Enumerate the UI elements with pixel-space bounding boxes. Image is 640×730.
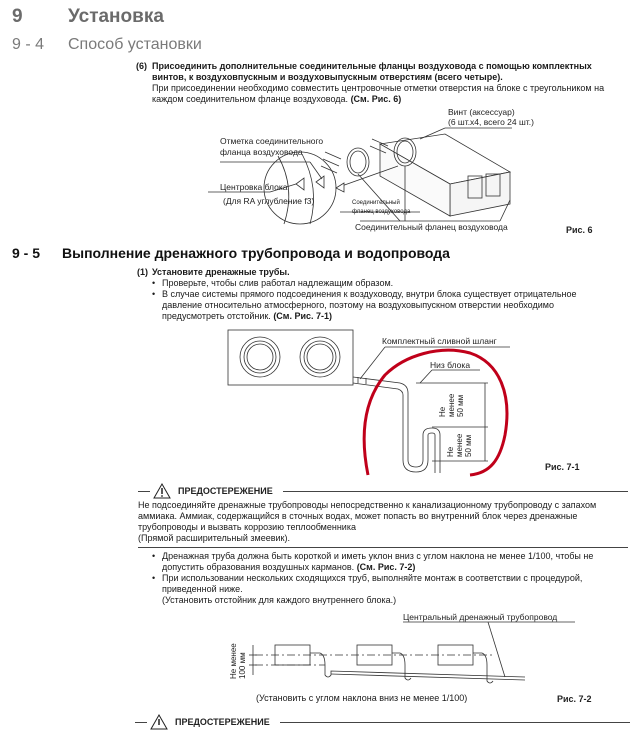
- label-center-2: (Для RA углубление f3): [223, 196, 315, 206]
- figure-7-1: [220, 325, 520, 480]
- label-flange: Соединительный фланец воздуховода: [355, 222, 508, 232]
- figure-7-1-caption: Рис. 7-1: [545, 462, 580, 472]
- step1-title: Установите дренажные трубы.: [152, 267, 290, 277]
- figure-7-2-caption: Рис. 7-2: [557, 694, 592, 704]
- dimension-100mm: Не менее 100 мм: [229, 643, 247, 679]
- slope-note: (Установить с углом наклона вниз не менее 1/100): [256, 693, 468, 703]
- figure-7-2: [225, 612, 625, 695]
- drain-bullets: [150, 551, 620, 606]
- section-title: Способ установки: [68, 36, 202, 53]
- bullet-ref: (См. Рис. 7-1): [273, 311, 333, 321]
- warning-triangle-icon: [150, 714, 168, 730]
- chapter-number: 9: [12, 6, 23, 27]
- label-drain-hose: Комплектный сливной шланг: [382, 336, 497, 346]
- label-screw-1: Винт (аксессуар): [448, 107, 515, 117]
- warning-triangle-icon: [153, 483, 171, 499]
- caution-header: [138, 483, 628, 499]
- bullet-item: • Дренажная труба должна быть короткой и иметь уклон вниз с углом наклона не менее 1/100, чтобы не допустить образования воздушных карманов. (См. Рис. 7-2): [150, 551, 620, 573]
- bullet-item: • При использовании нескольких сходящихся труб, выполняйте монтаж в соответствии с процедурой, приведенной ниже. (Установить отстойник для каждого внутреннего блока.): [150, 573, 620, 606]
- bullet-item: • Проверьте, чтобы слив работал надлежащим образом.: [150, 278, 610, 289]
- label-flange-small-2: фланец воздуховода: [352, 209, 411, 215]
- step6-ref: (См. Рис. 6): [350, 94, 402, 104]
- label-mark-2: фланца воздуховода: [220, 147, 303, 157]
- step6-title-line1: Присоединить дополнительные соединительные фланцы воздуховода с помощью комплектных: [152, 61, 592, 71]
- step6-body-line1: При присоединении необходимо совместить центровочные отметки отверстия на блоке с треугольником на: [152, 83, 605, 93]
- section-95-number: 9 - 5: [12, 245, 41, 261]
- dimension-lower: Не менее 50 мм: [446, 433, 473, 457]
- step6-number: (6): [136, 61, 147, 71]
- drain-trap-diagram: [220, 325, 520, 480]
- step6-title-line2: винтов, к воздуховпускным и воздуховыпускным отверстиям (всего четыре).: [152, 72, 503, 82]
- dimension-upper: Не менее 50 мм: [438, 393, 465, 417]
- caution-title: ПРЕДОСТЕРЕЖЕНИЕ: [178, 486, 273, 496]
- bullet-item: • В случае системы прямого подсоединения к воздуховоду, внутри блока существует отрицательное давление относительно атмосферного, поэтому на воздуховыпускном отверстии необходимо предусмотреть отстойник. (См. Рис. 7-1): [150, 289, 610, 322]
- figure-6: [200, 104, 610, 234]
- caution-divider: [138, 547, 628, 548]
- label-unit-bottom: Низ блока: [430, 360, 471, 370]
- multi-unit-drain-diagram: [225, 615, 625, 695]
- caution-title-2: ПРЕДОСТЕРЕЖЕНИЕ: [175, 717, 270, 727]
- label-central-drain: Центральный дренажный трубопровод: [403, 612, 558, 622]
- step6-text: [152, 61, 622, 105]
- figure-6-caption: Рис. 6: [566, 225, 593, 235]
- caution-text: Не подсоединяйте дренажные трубопроводы непосредственно к канализационному трубопроводу с запахом аммиака. Аммиак, содержащийся в сточных водах, может попасть во внутренний блок через дренажные трубопроводы и вызвать коррозию теплообменника (Прямой расширительный змеевик).: [138, 500, 597, 543]
- label-center-1: Центровка блока: [220, 182, 288, 192]
- section-95-title: Выполнение дренажного трубопровода и водопровода: [62, 245, 450, 261]
- label-mark-1: Отметка соединительного: [220, 136, 324, 146]
- section-number: 9 - 4: [12, 36, 45, 53]
- caution-header-2: [135, 714, 630, 730]
- label-flange-small-1: Соединительный: [352, 200, 400, 206]
- step1-bullets: [150, 278, 610, 322]
- step1-number: (1): [137, 267, 148, 277]
- step6-body-line2: каждом соединительном фланце воздуховода.: [152, 94, 349, 104]
- chapter-title: Установка: [68, 6, 164, 27]
- label-screw-2: (6 шт.x4, всего 24 шт.): [448, 117, 534, 127]
